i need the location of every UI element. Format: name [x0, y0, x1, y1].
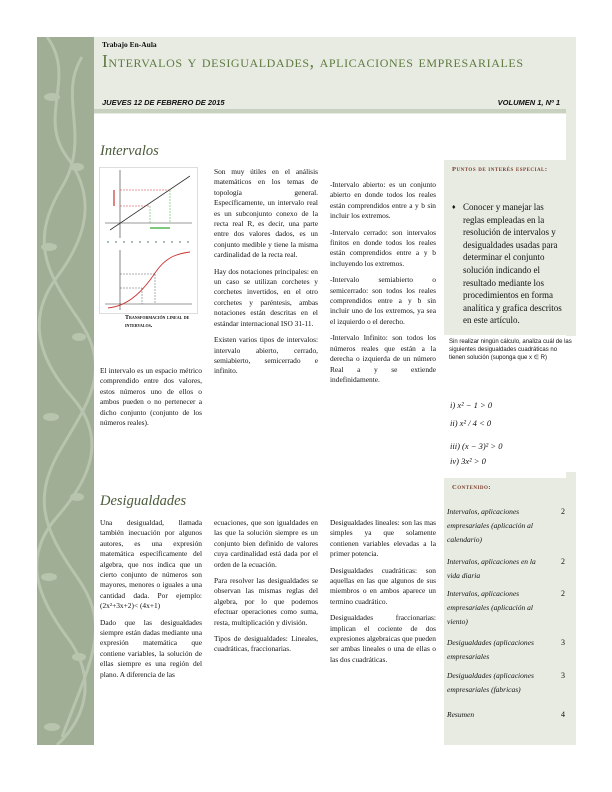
paragraph: Existen varios tipos de intervalos: intervalo abierto, cerrado, semiabierto, semicerrado e infinito. — [214, 335, 318, 376]
issue-date: JUEVES 12 DE FEBRERO DE 2015 — [102, 98, 225, 107]
points-of-interest-title: Puntos de interés especial: — [452, 166, 548, 173]
toc-item-page: 2 — [561, 507, 565, 516]
toc-item-page: 3 — [561, 671, 565, 680]
toc-item-page: 2 — [561, 557, 565, 566]
contents-title: Contenido: — [452, 484, 492, 491]
toc-item[interactable] — [447, 587, 565, 629]
paragraph: Hay dos notaciones principales: en un caso se utilizan corchetes y corchetes invertidos, en el otro corchetes y paréntesis, ambas notaciones están descritas en el estándar internacional ISO 31-11. — [214, 266, 318, 328]
toc-item[interactable] — [447, 505, 565, 547]
toc-item-label: Desigualdades (aplicaciones empresariales (fabricas) — [447, 671, 534, 694]
bullet-text: Conocer y manejar las reglas empleadas en la resolución de intervalos y desigualdades usadas para determinar el conjunto solución indicando el resultado mediante los procedimientos en forma analítica y grafica descritos en este artículo. — [463, 202, 562, 326]
toc-item-label: Intervalos, aplicaciones en la vida diaria — [447, 557, 536, 580]
paragraph: Desigualdades fraccionarias: implican el cociente de dos expresiones algebraicas que pueden ser ambas lineales o una de ellas o las dos cuadráticas. — [330, 613, 436, 664]
issue-volume: VOLUMEN 1, Nº 1 — [497, 98, 560, 107]
bullet-diamond-icon: ♦ — [452, 203, 456, 211]
toc-item[interactable] — [447, 636, 565, 664]
paragraph: ecuaciones, que son igualdades en las que la solución siempre es un conjunto bien definido de valores cuya cardinalidad está dada por el orden de la ecuación. — [214, 518, 318, 569]
interval-graph-icon — [100, 168, 197, 313]
desigualdades-column-1 — [100, 518, 202, 686]
intervalos-column-1 — [100, 366, 202, 434]
newsletter-title: Intervalos y desigualdades, aplicaciones empresariales — [102, 51, 524, 71]
intervalos-column-3 — [330, 180, 436, 391]
section-title-intervalos: Intervalos — [100, 143, 159, 159]
paragraph: Una desigualdad, llamada también inecuación por algunos autores, es una expresión matemática específicamente del algebra, que nos indica que un cierto conjunto de números son mayores, menores o iguales a una cantidad dada. Por ejemplo: (2x²+3x+2)< (4x+1) — [100, 518, 202, 611]
interval-figure — [99, 167, 198, 314]
intervalos-column-2 — [214, 167, 318, 383]
equation-2: ii) x² / 4 < 0 — [450, 418, 492, 428]
masthead-label: Trabajo En-Aula — [102, 40, 157, 49]
toc-item-label: Intervalos, aplicaciones empresariales (aplicación al viento) — [447, 589, 533, 626]
paragraph: -Intervalo cerrado: son intervalos finitos en donde todos los reales están comprendidos entre a y b incluyendo los extremos. — [330, 227, 436, 268]
paragraph: Desigualdades lineales: son las mas simples ya que solamente contienen variables elevadas a la primer potencia. — [330, 518, 436, 559]
toc-item[interactable] — [447, 669, 565, 697]
paragraph: Para resolver las desigualdades se observan las mismas reglas del algebra, por lo que podemos efectuar operaciones como suma, resta, multiplicación y división. — [214, 576, 318, 627]
math-exercise-box — [444, 336, 576, 472]
figure-caption: Transformación lineal de intervalos. — [125, 315, 190, 329]
paragraph: El intervalo es un espacio métrico comprendido entre dos valores, estos números uno de ellos o ambos pueden o no pertenecer a dicho conjunto (conjunto de los números reales). — [100, 366, 202, 428]
paragraph: Son muy útiles en el análisis matemáticos en los temas de topología general. Específicamente, un intervalo real es un subconjunto conexo de la recta real R, es decir, una parte entre dos valores dados, es un conjunto medible y tiene la misma cardinalidad de la recta real. — [214, 167, 318, 260]
paragraph: Desigualdades cuadráticas: son aquellas en las que algunos de sus miembros o en ambos aparece un termino cuadrático. — [330, 565, 436, 606]
equation-4: iv) 3x² > 0 — [450, 456, 486, 466]
toc-item-page: 3 — [561, 638, 565, 647]
paragraph: -Intervalo Infinito: son todos los números reales que están a la derecha o izquierda de un número Real a y se extiende indefinidamente. — [330, 333, 436, 384]
toc-item-label: Resumen — [447, 710, 475, 719]
toc-item-page: 4 — [561, 710, 565, 719]
toc-item[interactable] — [447, 555, 565, 583]
paragraph: -Intervalo semiabierto o semicerrado: son todos los reales comprendidos entre a y b sin incluir uno de los extremos, ya sea el izquierdo o el derecho. — [330, 275, 436, 326]
floral-pattern-icon — [37, 37, 94, 745]
toc-item-label: Intervalos, aplicaciones empresariales (aplicación al calendario) — [447, 507, 533, 544]
exercise-intro: Sin realizar ningún cálculo, analiza cuál de las siguientes desigualdades cuadráticas no tienen solución (suponga que x ∈ R) — [449, 339, 572, 361]
toc-item[interactable] — [447, 708, 565, 722]
toc-item-page: 2 — [561, 589, 565, 598]
equation-1: i) x² − 1 > 0 — [450, 400, 493, 410]
masthead — [94, 37, 576, 114]
desigualdades-column-3 — [330, 518, 436, 671]
desigualdades-column-2 — [214, 518, 318, 661]
paragraph: -Intervalo abierto: es un conjunto abierto en donde todos los reales están comprendidos entre a y b sin incluir los extremos. — [330, 180, 436, 221]
points-of-interest-item — [452, 201, 564, 327]
section-title-desigualdades: Desigualdades — [100, 493, 187, 509]
paragraph: Tipos de desigualdades: Lineales, cuadráticas, fraccionarias. — [214, 634, 318, 654]
header-band — [94, 109, 566, 113]
decorative-sidebar — [37, 37, 94, 745]
equation-3: iii) (x − 3)² > 0 — [450, 441, 503, 451]
toc-item-label: Desigualdades (aplicaciones empresariales — [447, 638, 534, 661]
paragraph: Dado que las desigualdades siempre están dadas mediante una expresión matemática que contiene variables, la solución de ellas siempre es una región del plano. A diferencia de las — [100, 617, 202, 679]
